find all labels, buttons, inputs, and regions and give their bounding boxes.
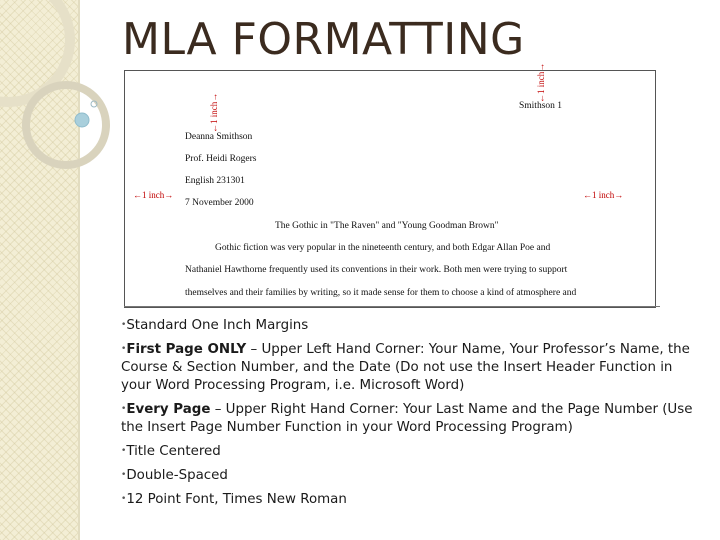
sample-mla-page xyxy=(124,62,656,308)
bullet-icon: • xyxy=(121,470,127,480)
page-header-last-name: Smithson 1 xyxy=(519,101,563,111)
body-line: Gothic fiction was very popular in the nineteenth century, and both Edgar Allan Poe and xyxy=(215,243,551,253)
page-shadow-line xyxy=(124,306,660,307)
list-item: •First Page ONLY – Upper Left Hand Corner: Your Name, Your Professor’s Name, the Course & Section Number, and the Date (Do not use the Insert Header Function in your Word Processing Program, i.e. Microsoft Word) xyxy=(121,342,690,393)
date-line: 7 November 2000 xyxy=(185,198,254,208)
list-item: •Standard One Inch Margins xyxy=(121,318,309,333)
bullet-icon: • xyxy=(121,320,127,330)
bullet-icon: • xyxy=(121,344,127,354)
left-margin-label: ←1 inch→ xyxy=(133,190,174,200)
list-item: •Every Page – Upper Right Hand Corner: Your Last Name and the Page Number (Use the Insert Page Number Function in your Word Processing Program) xyxy=(121,402,693,435)
course-number: English 231301 xyxy=(185,176,245,186)
essay-title: The Gothic in "The Raven" and "Young Goodman Brown" xyxy=(275,221,499,231)
slide-title: MLA FORMATTING xyxy=(122,14,525,65)
list-item: •Double-Spaced xyxy=(121,468,228,483)
decorative-rings xyxy=(0,0,140,200)
bullet-icon: • xyxy=(121,404,127,414)
student-name: Deanna Smithson xyxy=(185,132,253,142)
top-margin-label: ←1 inch→ xyxy=(536,62,546,103)
list-item: •Title Centered xyxy=(121,444,221,459)
body-line: themselves and their families by writing, so it made sense for them to choose a kind of atmosphere and xyxy=(185,288,577,298)
right-margin-label: ←1 inch→ xyxy=(583,190,624,200)
list-item: •12 Point Font, Times New Roman xyxy=(121,492,347,507)
bullet-icon: • xyxy=(121,494,127,504)
header-margin-label: ←1 inch→ xyxy=(209,92,219,133)
bullet-icon: • xyxy=(121,446,127,456)
professor-name: Prof. Heidi Rogers xyxy=(185,154,257,164)
body-line: Nathaniel Hawthorne frequently used its conventions in their work. Both men were trying to support xyxy=(185,265,568,275)
formatting-rules-list xyxy=(121,316,695,514)
